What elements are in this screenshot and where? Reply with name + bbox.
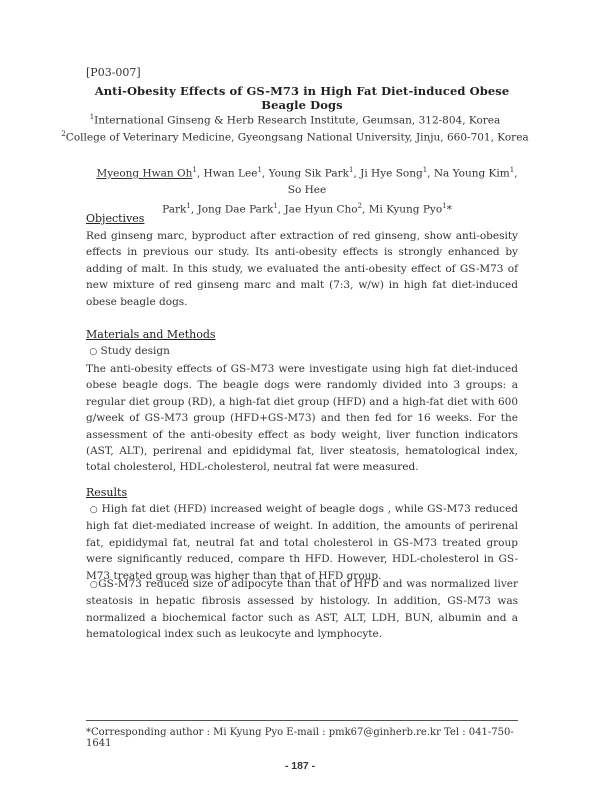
author-affiliation-marker: 1 bbox=[257, 166, 262, 174]
bullet-icon: ○ bbox=[89, 347, 98, 357]
author-affiliation-marker: 1 bbox=[192, 166, 197, 174]
author-name: , Jong Dae Park bbox=[190, 203, 274, 215]
methods-text: The anti-obesity effects of GS-M73 were investigate using high fat diet-induced obese beagle dogs. The beagle dogs were randomly divided into 3 groups: a regular diet group (RD), a high-fat diet group (HFD) and a high-fat diet with 600 g/week of GS-M73 group (HFD+GS-M73) and then fed for 16 weeks. For the assessment of the anti-obesity effect as body weight, liver function indicators (AST, ALT), perirenal and epididymal fat, liver steatosis, hematological index, total cholesterol, HDL-cholesterol, neutral fat were measured. bbox=[86, 363, 518, 474]
author-affiliation-marker: 1 bbox=[186, 201, 191, 210]
affiliation-1-text: International Ginseng & Herb Research Institute, Geumsan, 312-804, Korea bbox=[94, 114, 501, 127]
page-number: - 187 - bbox=[284, 760, 316, 772]
results-paragraph-2 bbox=[86, 576, 518, 643]
results-heading: Results bbox=[86, 486, 128, 499]
author-name: , So Hee bbox=[287, 167, 518, 196]
methods-heading: Materials and Methods bbox=[86, 328, 216, 341]
study-design-subheading bbox=[86, 345, 518, 357]
author-name: Park bbox=[162, 203, 187, 215]
results-paragraph-1-text: High fat diet (HFD) increased weight of beagle dogs , while GS-M73 reduced high fat diet-mediated increase of weight. In addition, the amounts of perirenal fat, epididymal fat, neutral fat and total cholesterol in GS-M73 treated group were significantly reduced, compare th HFD. However, HDL-cholesterol in GS-M73 treated group was higher than that of HFD group. bbox=[86, 503, 519, 582]
affiliation-2-marker: 2 bbox=[61, 130, 66, 138]
footnote-divider bbox=[86, 720, 518, 721]
author-affiliation-marker: 1 bbox=[422, 166, 428, 174]
author-name: , Mi Kyung Pyo bbox=[362, 203, 443, 215]
author-name: Myeong Hwan Oh bbox=[96, 167, 193, 180]
author-affiliation-marker: 1 bbox=[273, 201, 278, 210]
corresponding-author-footnote: *Corresponding author : Mi Kyung Pyo E-mail : pmk67@ginherb.re.kr Tel : 041-750-1641 bbox=[86, 727, 514, 749]
author-name: , Ji Hye Song bbox=[353, 167, 423, 180]
bullet-icon: ○ bbox=[89, 505, 98, 515]
author-list bbox=[96, 162, 518, 217]
objectives-heading: Objectives bbox=[86, 212, 145, 225]
objectives-text: Red ginseng marc, byproduct after extraction of red ginseng, show anti-obesity effects in previous our study. Its anti-obesity effects is strongly enhanced by adding of malt. In this study, we evaluated the anti-obesity effect of GS-M73 of new mixture of red ginseng marc and malt (7:3, w/w) in high fat diet-induced obese beagle dogs. bbox=[86, 230, 518, 308]
results-paragraph-2-text: GS-M73 reduced size of adipocyte than that of HFD and was normalized liver steatosis in hepatic fibrosis assessed by histology. In addition, GS-M73 was normalized a biochemical factor such as AST, ALT, LDH, BUN, albumin and a hematological index such as leukocyte and lymphocyte. bbox=[86, 578, 519, 641]
study-design-label: Study design bbox=[100, 345, 170, 357]
abstract-code: [P03-007] bbox=[86, 66, 141, 79]
affiliation-2 bbox=[60, 130, 530, 144]
paper-title: Anti-Obesity Effects of GS-M73 in High Fat Diet-induced Obese Beagle Dogs bbox=[94, 84, 510, 112]
author-name: , Hwan Lee bbox=[196, 167, 258, 180]
author-affiliation-marker: 2 bbox=[357, 201, 363, 210]
corresponding-author-mark: * bbox=[446, 203, 452, 215]
author-affiliation-marker: 1 bbox=[509, 166, 515, 174]
affiliation-1 bbox=[60, 113, 530, 127]
bullet-icon: ○ bbox=[89, 580, 99, 590]
author-affiliation-marker: 1 bbox=[349, 166, 354, 174]
author-name: , Jae Hyun Cho bbox=[277, 203, 358, 215]
affiliation-1-marker: 1 bbox=[89, 113, 95, 121]
author-name: , Young Sik Park bbox=[261, 167, 349, 180]
affiliation-2-text: College of Veterinary Medicine, Gyeongsang National University, Jinju, 660-701, Korea bbox=[65, 131, 529, 144]
author-name: , Na Young Kim bbox=[427, 167, 510, 180]
results-paragraph-1 bbox=[86, 501, 518, 584]
author-affiliation-marker: 1 bbox=[442, 201, 447, 210]
